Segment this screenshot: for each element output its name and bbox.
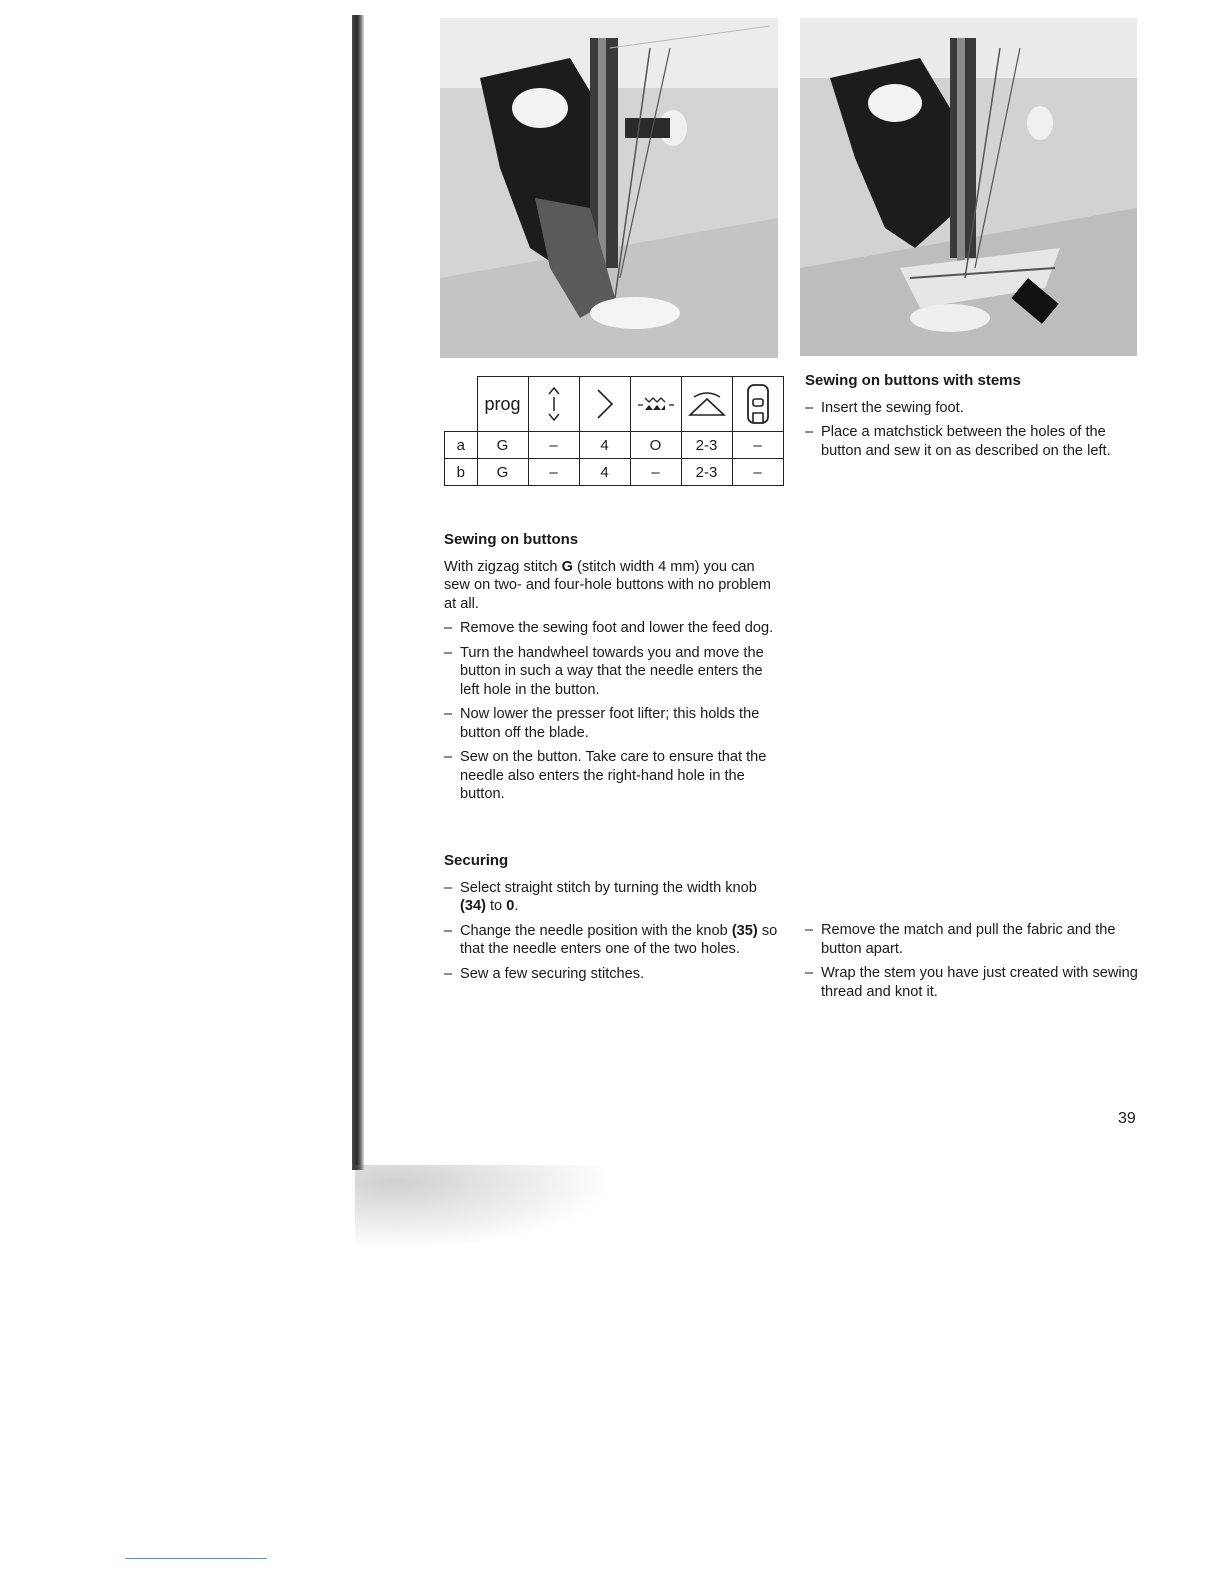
photo-button-sewing bbox=[440, 18, 778, 358]
sewing-foot-with-match-illustration bbox=[800, 18, 1137, 356]
cell-prog: G bbox=[477, 459, 528, 486]
list-item bbox=[444, 879, 784, 916]
zigzag-width-icon bbox=[594, 384, 616, 424]
cell-foot: – bbox=[732, 432, 783, 459]
table-corner bbox=[445, 377, 478, 432]
intro-text-rest: (stitch width 4 mm) you can sew on two- and four-hole buttons with no problem at all. bbox=[444, 558, 771, 612]
header-stitch-width bbox=[579, 377, 630, 432]
prog-label: prog bbox=[484, 393, 521, 414]
knob-number: (34) bbox=[460, 898, 486, 914]
steps-list bbox=[805, 921, 1145, 1001]
header-feed-balance bbox=[630, 377, 681, 432]
header-stitch-length bbox=[528, 377, 579, 432]
list-item: – Insert the sewing foot. bbox=[805, 399, 1145, 418]
cell-width: 4 bbox=[579, 459, 630, 486]
intro-text: With zigzag stitch bbox=[444, 558, 562, 575]
list-item: – Turn the handwheel towards you and move the button in such a way that the needle enters the left hole in the button. bbox=[444, 644, 784, 700]
stitch-code: G bbox=[561, 558, 573, 575]
securing-section bbox=[444, 852, 784, 989]
cell-tension: 2-3 bbox=[681, 459, 732, 486]
list-item: – Remove the match and pull the fabric and the button apart. bbox=[805, 921, 1145, 958]
photo-button-with-stem bbox=[800, 18, 1137, 356]
table-row bbox=[445, 432, 784, 459]
list-item: – Wrap the stem you have just created with sewing thread and knot it. bbox=[805, 964, 1145, 1001]
sewing-on-buttons-section bbox=[444, 531, 784, 810]
thread-tension-icon bbox=[686, 387, 728, 421]
cell-length: – bbox=[528, 432, 579, 459]
list-item: – Sew on the button. Take care to ensure that the needle also enters the right-hand hole in the button. bbox=[444, 748, 784, 804]
sewing-machine-foot-illustration bbox=[440, 18, 778, 358]
feed-balance-icon bbox=[635, 390, 677, 418]
section-heading: Securing bbox=[444, 852, 509, 869]
knob-number: (35) bbox=[731, 922, 758, 939]
cell-tension: 2-3 bbox=[681, 432, 732, 459]
cell-foot: – bbox=[732, 459, 783, 486]
step-text: . bbox=[514, 898, 519, 914]
section-heading: Sewing on buttons with stems bbox=[805, 372, 1021, 389]
cell-balance: – bbox=[630, 459, 681, 486]
cell-prog: G bbox=[477, 432, 528, 459]
footnote-divider bbox=[125, 1558, 267, 1559]
section-heading: Sewing on buttons bbox=[444, 531, 579, 548]
presser-foot-icon bbox=[745, 382, 771, 426]
stems-section-continued bbox=[805, 921, 1145, 1007]
scan-shadow bbox=[355, 1165, 615, 1250]
list-item bbox=[444, 922, 784, 959]
list-item: – Remove the sewing foot and lower the feed dog. bbox=[444, 619, 784, 638]
steps-list bbox=[444, 619, 784, 804]
cell-length: – bbox=[528, 459, 579, 486]
page-number: 39 bbox=[1118, 1110, 1136, 1127]
cell-width: 4 bbox=[579, 432, 630, 459]
table-row bbox=[445, 459, 784, 486]
row-label: b bbox=[445, 459, 478, 486]
intro-paragraph bbox=[444, 558, 784, 614]
stitch-length-icon bbox=[544, 384, 564, 424]
list-item: – Now lower the presser foot lifter; this holds the button off the blade. bbox=[444, 705, 784, 742]
step-text: to bbox=[485, 898, 507, 914]
binding-shadow bbox=[352, 15, 364, 1170]
cell-balance: O bbox=[630, 432, 681, 459]
width-value: 0 bbox=[506, 898, 515, 914]
header-tension bbox=[681, 377, 732, 432]
steps-list bbox=[444, 879, 784, 984]
steps-list bbox=[805, 399, 1145, 461]
stems-section bbox=[805, 372, 1145, 466]
header-prog bbox=[477, 377, 528, 432]
row-label: a bbox=[445, 432, 478, 459]
step-text: so that the needle enters one of the two holes. bbox=[460, 922, 778, 957]
table-header-row bbox=[445, 377, 784, 432]
list-item: – Place a matchstick between the holes of the button and sew it on as described on the left. bbox=[805, 423, 1145, 460]
stitch-settings-table bbox=[444, 376, 784, 486]
step-text: Change the needle position with the knob bbox=[460, 922, 732, 939]
header-presser-foot bbox=[732, 377, 783, 432]
step-text: Select straight stitch by turning the width knob bbox=[460, 879, 757, 896]
list-item: – Sew a few securing stitches. bbox=[444, 965, 784, 984]
